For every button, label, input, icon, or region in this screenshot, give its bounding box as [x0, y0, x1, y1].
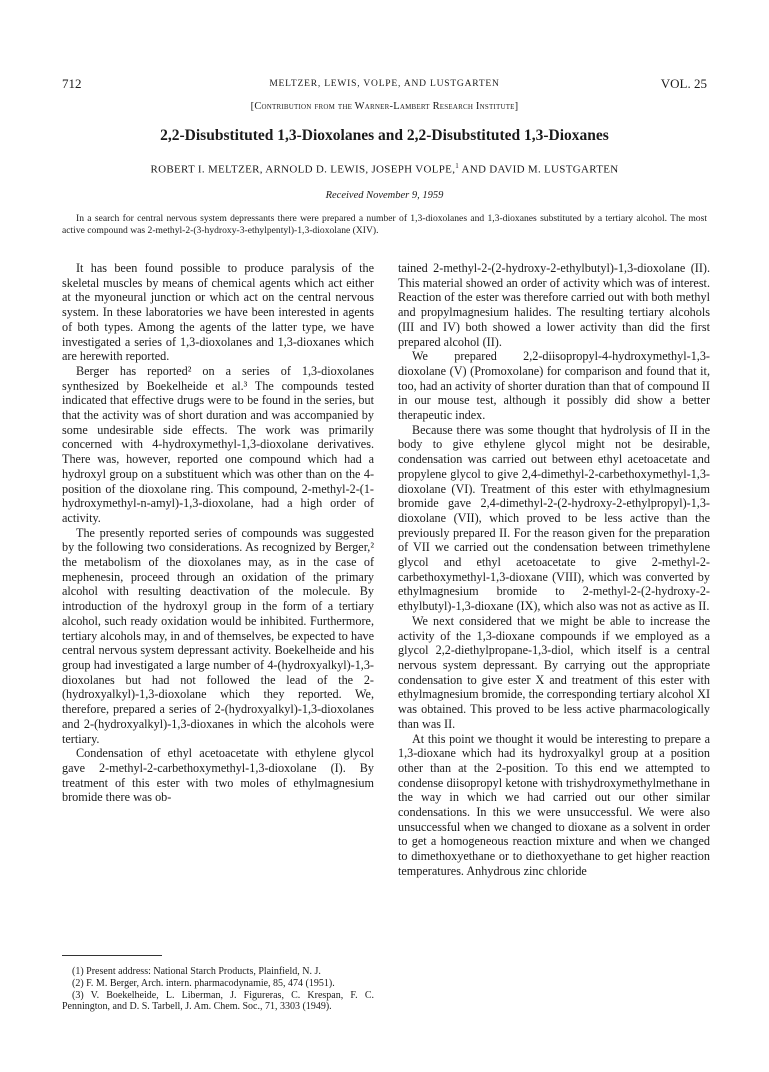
right-paragraph-3: Because there was some thought that hydrolysis of II in the body to give ethylene glycol might not be desirable, condensation was carried out between ethyl acetoacetate and propylene glycol to give 2,4-dimethyl-2-carbethoxymethyl-1,3-dioxolane (VI). Treatment of this ester with ethylmagnesium bromide gave 2,4-dimethyl-2-(2-hydroxy-2-ethylpropyl)-1,3-dioxolane (VII), which proved to be less active than the previously prepared II. For the reason given for the preparation of VII we carried out the condensation between trimethylene glycol and ethyl acetoacetate to give 2-methyl-2-carbethoxymethyl-1,3-dioxane (VIII), which was converted by ethylmagnesium bromide to 2-methyl-2-(2-hydroxy-2-ethylbutyl)-1,3-dioxane (IX), which also was not as active as II. — [398, 422, 710, 614]
article-title: 2,2-Disubstituted 1,3-Dioxolanes and 2,2-Disubstituted 1,3-Dioxanes — [160, 127, 609, 144]
footnote-2: (2) F. M. Berger, Arch. intern. pharmacodynamie, 85, 474 (1951). — [72, 977, 335, 989]
footnote-1: (1) Present address: National Starch Products, Plainfield, N. J. — [72, 966, 321, 977]
contribution-line: [Contribution from the Warner-Lambert Research Institute] — [250, 101, 519, 112]
author-footnote-mark: 1 — [455, 162, 460, 170]
footnotes — [62, 966, 374, 1013]
right-paragraph-4: We next considered that we might be able to increase the activity of the 1,3-dioxane compounds if we employed as a glycol 2,2-diethylpropane-1,3-diol, which itself is a central nervous system depressant. By carrying out the appropriate condensation to give ester X and treatment of this ester with ethylmagnesium bromide, the corresponding tertiary alcohol XI was obtained. This proved to be less active pharmacologically than was II. — [398, 613, 710, 731]
page-number: 712 — [62, 76, 82, 91]
right-paragraph-1: tained 2-methyl-2-(2-hydroxy-2-ethylbutyl)-1,3-dioxolane (II). This material showed an order of activity which was of interest. Reaction of the ester was therefore carried out with both methyl and propylmagnesium halides. The resulting tertiary alcohols (III and IV) both showed a lower activity than did the first prepared alcohol (II). — [398, 261, 710, 349]
author-names-first: ROBERT I. MELTZER, ARNOLD D. LEWIS, JOSEPH VOLPE, — [150, 163, 456, 176]
author-list — [0, 162, 769, 176]
right-paragraph-5: At this point we thought it would be interesting to prepare a 1,3-dioxane which had its hydroxyalkyl group at a position other than at the 2-position. To this end we attempted to condense diisopropyl ketone with trishydroxymethylmethane in the way in which we had carried out our other similar condensations. In this we were unsuccessful. We were also unsuccessful when we changed to dioxane as a solvent in order to get a homogeneous reaction mixture and when we changed to dimethoxyethane or to diethoxyethane to get higher reaction temperatures. Anhydrous zinc chloride — [398, 731, 710, 878]
footnote-3: (3) V. Boekelheide, L. Liberman, J. Figureras, C. Krespan, F. C. Pennington, and D. S. Tarbell, J. Am. Chem. Soc., 71, 3303 (1949). — [62, 989, 374, 1013]
volume-label: VOL. 25 — [660, 76, 707, 91]
left-paragraph-4: Condensation of ethyl acetoacetate with ethylene glycol gave 2-methyl-2-carbethoxymethyl-1,3-dioxolane (I). By treatment of this ester with two moles of ethylmagnesium bromide there was ob- — [62, 746, 374, 805]
received-date: Received November 9, 1959 — [325, 190, 444, 201]
left-paragraph-2: Berger has reported² on a series of 1,3-dioxolanes synthesized by Boekelheide et al.³ The compounds tested indicated that effective drugs were to be found in the series, but that the activity was of short duration and was accompanied by some undesirable side effects. The work was primarily concerned with 4-hydroxymethyl-1,3-dioxolane derivatives. There was, however, reported one compound which had a hydroxyl group on a substituent which was other than on the 4-position of the dioxolane ring. This compound, 2-methyl-2-(1-hydroxymethyl-n-amyl)-1,3-dioxolane, had a high order of activity. — [62, 363, 374, 525]
abstract: In a search for central nervous system depressants there were prepared a number of 1,3-dioxolanes and 1,3-dioxanes substituted by a tertiary alcohol. The most active compound was 2-methyl-2-(3-hydroxy-3-ethylpentyl)-1,3-dioxolane (XIV). — [62, 213, 707, 236]
left-paragraph-3: The presently reported series of compounds was suggested by the following two considerations. As recognized by Berger,² the metabolism of the dioxolanes may, as in the case of mephenesin, proceed through an oxidation of the primary alcohol with resulting deactivation of the molecule. By introduction of the hydroxyl group in the form of a tertiary alcohol, such ready oxidation would be inhibited. Furthermore, tertiary alcohols may, in and of themselves, be expected to have central nervous system depressant activity. Boekelheide and his group had investigated a large number of 4-(hydroxyalkyl)-1,3-dioxolanes but had not followed the lead of the 2-(hydroxyalkyl)-1,3-dioxolane which they reported. We, therefore, prepared a series of 2-(hydroxyalkyl)-1,3-dioxolanes and 2-(hydroxyalkyl)-1,3-dioxanes in which the alcohols were tertiary. — [62, 525, 374, 746]
right-paragraph-2: We prepared 2,2-diisopropyl-4-hydroxymethyl-1,3-dioxolane (V) (Promoxolane) for comparison and found that it, too, had an activity of shorter duration than that of compound II in our mouse test, although it possibly did show a better therapeutic index. — [398, 349, 710, 423]
author-names-last: AND DAVID M. LUSTGARTEN — [459, 163, 619, 176]
left-paragraph-1: It has been found possible to produce paralysis of the skeletal muscles by means of chemical agents which act either at the myoneural junction or which act on the central nervous system. In these laboratories we have been interested in agents of both types. Among the agents of the latter type, we have investigated a series of 1,3-dioxolanes and 1,3-dioxanes which are herewith reported. — [62, 261, 374, 364]
footnote-divider — [62, 955, 162, 956]
right-column — [398, 261, 710, 879]
running-head-authors: MELTZER, LEWIS, VOLPE, AND LUSTGARTEN — [269, 79, 500, 89]
left-column — [62, 261, 374, 805]
